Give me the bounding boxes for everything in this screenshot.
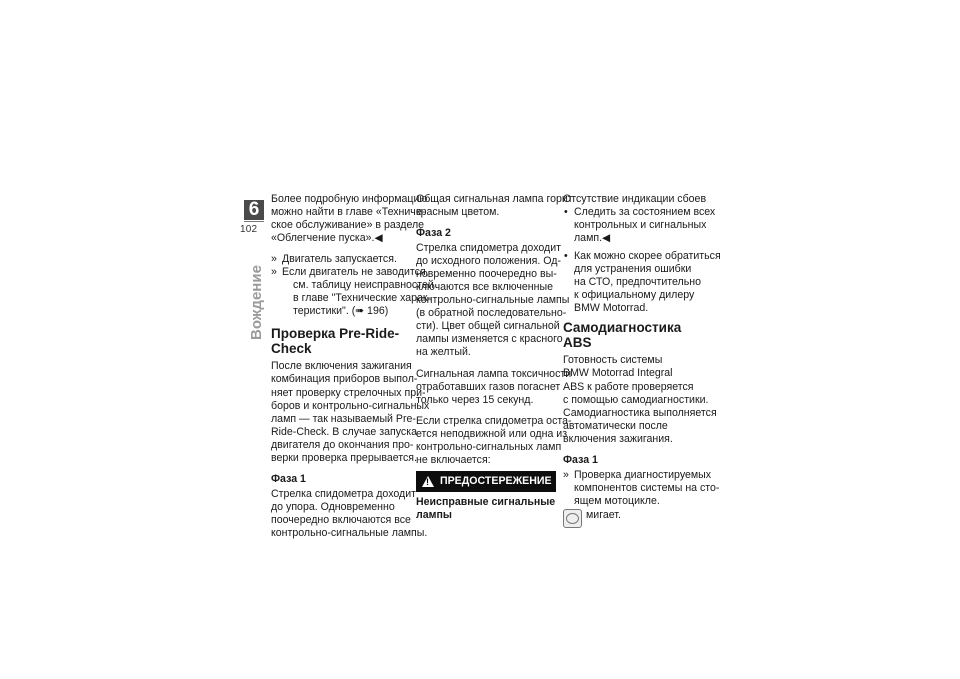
text-line: ключаются все включенные [416,281,554,294]
text-line: автоматически после [563,419,668,432]
step-item [271,253,411,266]
divider [244,221,264,222]
text-line: для устранения ошибки [574,263,692,276]
step-marker: » [271,266,277,279]
phase-title: Фаза 1 [271,472,306,485]
paragraph [271,487,428,540]
text-line: не включается: [416,453,491,466]
intro-paragraph [271,193,428,245]
text-line: Стрелка спидометра доходит [271,487,416,500]
text-line: няет проверку стрелочных при- [271,386,426,399]
text-line: сти). Цвет общей сигнальной [416,320,560,333]
heading-line: лампы [416,508,452,521]
phase-title: Фаза 1 [563,453,598,466]
text-line: контрольно-сигнальные лампы. [271,526,428,539]
text-line: Следить за состоянием всех [574,206,716,219]
warning-label: ПРЕДОСТЕРЕЖЕНИЕ [440,474,552,487]
text-line: ABS к работе проверяется [563,380,694,393]
text-line: боров и контрольно-сигнальных [271,399,430,412]
text-line: Стрелка спидометра доходит [416,242,561,255]
text-line: на желтый. [416,346,471,359]
text-line: поочередно включаются все [271,513,411,526]
heading-line: Неисправные сигнальные [416,495,556,508]
section-heading: Самодиагностика ABS [563,320,682,351]
page-number: 102 [240,224,258,235]
text-line: только через 15 секунд. [416,393,534,406]
text-line: (в обратной последовательно- [416,307,567,320]
text-line: можно найти в главе «Техниче- [271,206,426,219]
text-line: отработавших газов погаснет [416,380,561,393]
text-line: на СТО, предпочтительно [574,276,701,289]
text-line: Двигатель запускается. [282,253,397,266]
section-heading [271,326,411,356]
text-line: к официальному дилеру [574,289,695,302]
bullet-item [563,250,721,315]
text-line: Готовность системы [563,354,663,367]
text-line: Как можно скорее обратиться [574,250,721,263]
text-line: контрольно-сигнальные лампы [416,294,570,307]
heading-line: Check [271,341,312,357]
text-line: теристики". (➠ 196) [293,305,389,318]
paragraph [416,414,572,467]
warning-triangle-icon [422,476,434,487]
step-marker: » [271,253,277,266]
text-line: контрольно-сигнальных ламп [416,440,562,453]
text-line: мигает. [586,508,621,521]
text-line: ламп.◀ [574,232,611,245]
text-line: Если двигатель не заводится, [282,266,429,279]
paragraph [416,193,573,219]
text-line: BMW Motorrad Integral [563,367,673,380]
warning-banner [416,471,556,492]
abs-warning-icon [563,509,582,528]
text-line: до упора. Одновременно [271,500,395,513]
paragraph [563,193,707,206]
text-line: компонентов системы на сто- [574,481,720,494]
text-line: ламп — так называемый Pre- [271,412,416,425]
text-line: Более подробную информацию [271,193,428,205]
step-item [563,468,720,508]
text-line: Ride-Check. В случае запуска [271,425,417,438]
text-line: Проверка диагностируемых [574,468,712,481]
text-line: новременно поочередно вы- [416,268,557,281]
text-line: см. таблицу неисправностей [293,279,434,292]
text-line: ящем мотоцикле. [574,494,660,507]
text-line: верки проверка прерывается. [271,451,417,464]
bullet-marker: • [564,250,568,263]
phase-title: Фаза 2 [416,227,451,240]
icon-row [563,509,703,528]
step-item [271,266,434,318]
warning-title [416,496,556,522]
text-line: Сигнальная лампа токсичности [416,367,572,380]
text-line: Общая сигнальная лампа горит [416,193,573,205]
section-label: Вождение [248,265,265,340]
paragraph [563,354,717,445]
bullet-marker: • [564,206,568,219]
text-line: После включения зажигания [271,360,412,373]
text-line: до исходного положения. Од- [416,255,562,268]
text-line: двигателя до окончания про- [271,438,414,451]
text-line: BMW Motorrad. [574,302,649,315]
text-line: «Облегчение пуска».◀ [271,232,383,245]
text-line: Если стрелка спидометра оста- [416,414,572,427]
paragraph [416,367,572,407]
text-line: Отсутствие индикации сбоев [563,193,707,205]
text-line: ется неподвижной или одна из [416,427,568,440]
text-line: Самодиагностика выполняется [563,406,717,419]
text-line: с помощью самодиагностики. [563,393,709,406]
chapter-number: 6 [244,200,264,220]
text-line: ское обслуживание» в разделе [271,219,425,232]
text-line: лампы изменяется с красного [416,333,563,346]
text-line: включения зажигания. [563,432,673,445]
column-2 [416,193,573,524]
heading-line: Проверка Pre-Ride- [271,326,400,342]
bullet-item [563,206,716,245]
text-line: комбинация приборов выпол- [271,373,418,386]
text-line: красным цветом. [416,206,500,219]
text-line: контрольных и сигнальных [574,219,707,232]
paragraph [416,242,570,359]
text-line: в главе "Технические харак- [293,292,432,305]
step-marker: » [563,468,569,481]
paragraph [271,360,430,464]
column-3 [563,193,721,528]
